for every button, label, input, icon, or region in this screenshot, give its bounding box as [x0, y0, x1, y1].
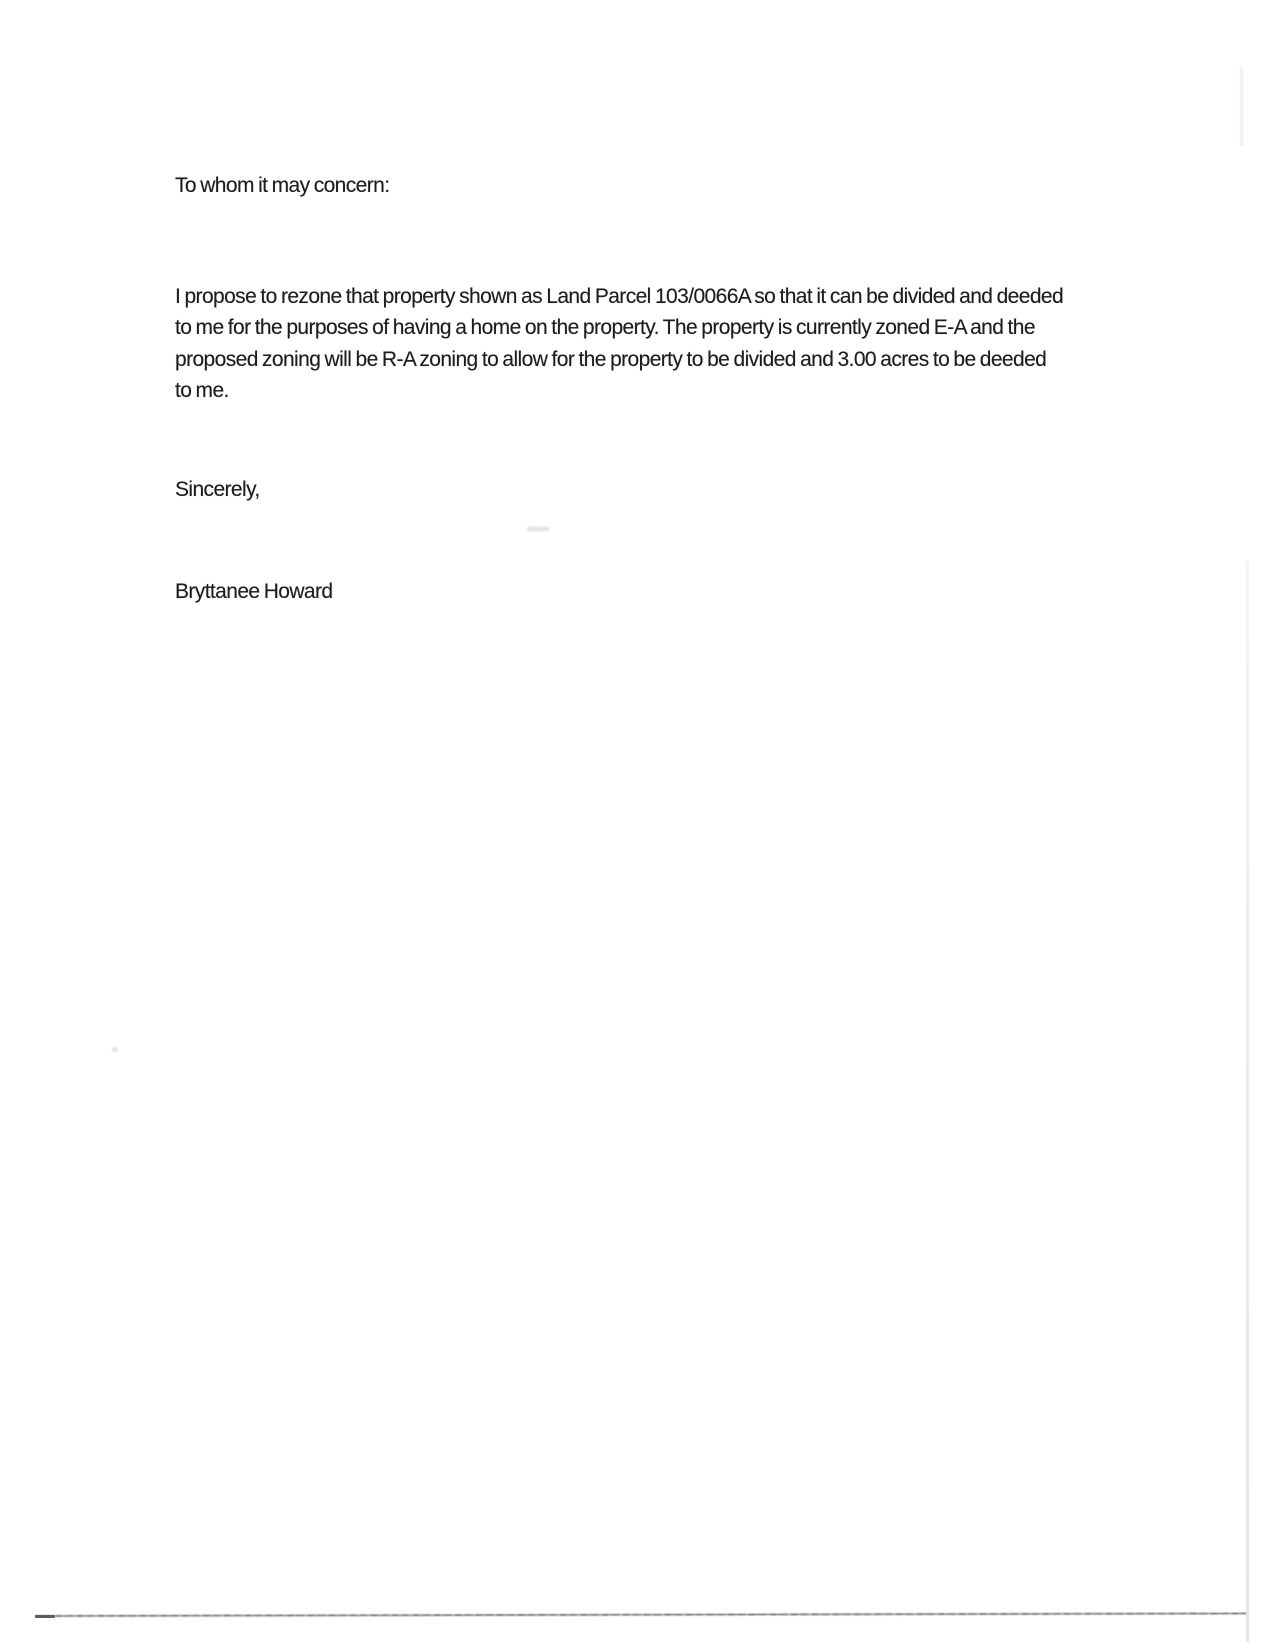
letter-body-paragraph [175, 281, 1135, 406]
letter-greeting: To whom it may concern: [175, 174, 390, 197]
body-line: proposed zoning will be R-A zoning to allow for the property to be divided and 3.00 acres to be deeded [175, 347, 1047, 371]
body-line: to me for the purposes of having a home on the property. The property is currently zoned E-A and the [175, 316, 1035, 340]
body-line: to me. [175, 378, 229, 402]
body-line: I propose to rezone that property shown as Land Parcel 103/0066A so that it can be divided and deeded [175, 285, 1064, 308]
right-edge-scan-artifact-upper [1240, 68, 1243, 146]
scan-smudge [112, 1047, 118, 1052]
scan-smudge [527, 527, 549, 531]
letter-signoff: Sincerely, [175, 478, 260, 501]
bottom-scan-artifact-line [35, 1612, 1247, 1617]
right-edge-scan-artifact-lower [1246, 560, 1249, 1642]
bottom-scan-artifact-tick [35, 1615, 55, 1618]
letter-signature-name: Bryttanee Howard [175, 580, 333, 603]
